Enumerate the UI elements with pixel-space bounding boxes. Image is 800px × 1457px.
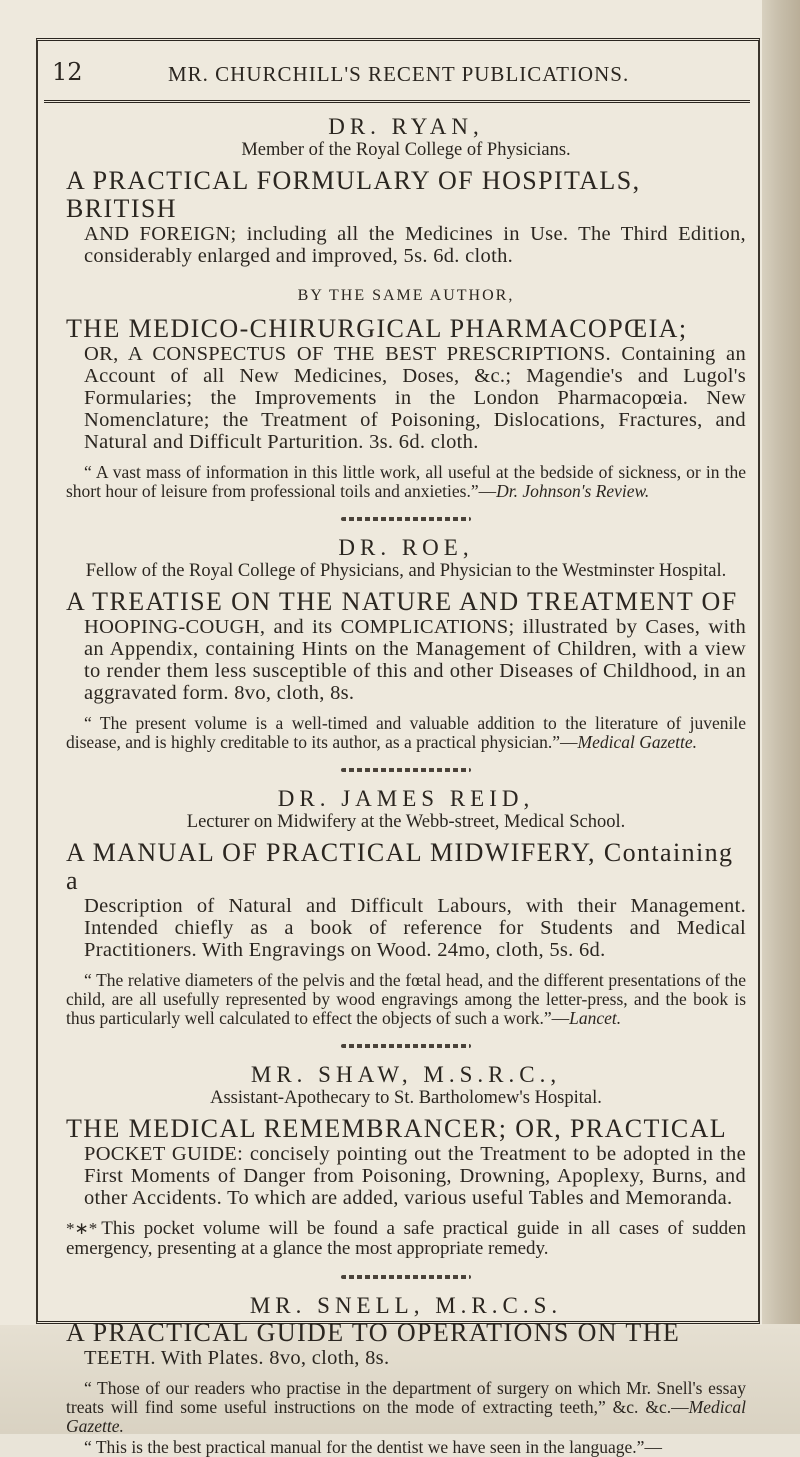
editorial-note: *∗* This pocket volume will be found a safe practical guide in all cases of sudden emergency, presenting at a glance the most appropriate remedy. <box>66 1218 746 1259</box>
ornamental-divider <box>341 768 471 772</box>
book-description: AND FOREIGN; including all the Medicines in Use. The Third Edition, considerably enlarged and improved, 5s. 6d. cloth. <box>84 223 746 267</box>
book-description: Description of Natural and Difficult Labours, with their Management. Intended chiefly as a book of reference for Students and Medical Practitioners. With Engravings on Wood. 24mo, cloth, 5s. 6d. <box>84 895 746 961</box>
book-title: A TREATISE ON THE NATURE AND TREATMENT OF <box>66 587 738 616</box>
author-name: MR. SNELL, M.R.C.S. <box>249 1293 563 1318</box>
author-name: DR. RYAN, <box>328 114 484 139</box>
asterism-icon: *∗* <box>66 1219 98 1238</box>
same-author-byline: BY THE SAME AUTHOR, <box>297 287 515 304</box>
book-title: A PRACTICAL FORMULARY OF HOSPITALS, BRITISH <box>66 166 641 223</box>
book-title-2: THE MEDICO-CHIRURGICAL PHARMACOPŒIA; <box>66 314 688 343</box>
entry-snell <box>66 1293 746 1457</box>
author-affiliation: Fellow of the Royal College of Physicians, and Physician to the Westminster Hospital. <box>85 561 727 581</box>
author-affiliation: Lecturer on Midwifery at the Webb-street, Medical School. <box>186 812 626 832</box>
running-head <box>44 56 750 103</box>
book-description: POCKET GUIDE: concisely pointing out the Treatment to be adopted in the First Moments of Danger from Poisoning, Drowning, Apoplexy, Burns, and other Accidents. To which are added, various useful Tables and Memoranda. <box>84 1143 746 1209</box>
book-title: THE MEDICAL REMEMBRANCER; OR, PRACTICAL <box>66 1114 728 1143</box>
book-fore-edge <box>762 0 800 1434</box>
author-affiliation: Assistant-Apothecary to St. Bartholomew's Hospital. <box>210 1088 602 1108</box>
book-title: A MANUAL OF PRACTICAL MIDWIFERY, Containing a <box>66 838 734 895</box>
author-affiliation: Member of the Royal College of Physicians. <box>241 140 571 160</box>
review-quote: “ The present volume is a well-timed and valuable addition to the literature of juvenile disease, and is highly creditable to its author, as a practical physician.”—Medical Gazette. <box>66 713 746 752</box>
author-name: DR. ROE, <box>338 535 474 560</box>
ornamental-divider <box>341 517 471 521</box>
entry-roe <box>66 535 746 752</box>
catalogue-entries <box>66 110 746 1457</box>
ornamental-divider <box>341 1275 471 1279</box>
ornamental-divider <box>341 1044 471 1048</box>
book-description: HOOPING-COUGH, and its COMPLICATIONS; illustrated by Cases, with an Appendix, containing Hints on the Management of Children, with a view to render them less susceptible of this and other Diseases of Childhood, in an aggravated form. 8vo, cloth, 8s. <box>84 616 746 704</box>
review-quote: “ Those of our readers who practise in the department of surgery on which Mr. Snell's essay treats will find some useful instructions on the mode of extracting teeth,” &c. &c.—Medical Gazette. <box>66 1378 746 1436</box>
review-quote: “ A vast mass of information in this little work, all useful at the bedside of sickness, or in the short hour of leisure from professional toils and anxieties.”—Dr. Johnson's Review. <box>66 462 746 501</box>
review-quote: “ The relative diameters of the pelvis and the fœtal head, and the different presentations of the child, are all usefully represented by wood engravings among the letter-press, and the book is thus particularly well calculated to effect the objects of such a work.”—Lancet. <box>66 970 746 1028</box>
entry-ryan <box>66 114 746 501</box>
author-name: MR. SHAW, M.S.R.C., <box>250 1062 562 1087</box>
review-quote-2: “ This is the best practical manual for the dentist we have seen in the language.”— <box>84 1437 662 1457</box>
author-name: DR. JAMES REID, <box>277 786 535 811</box>
entry-reid <box>66 786 746 1028</box>
book-description-2: OR, A CONSPECTUS OF THE BEST PRESCRIPTIONS. Containing an Account of all New Medicines, Doses, &c.; Magendie's and Lugol's Formularies; the Improvements in the London Pharmacopœia. New Nomenclature; the Treatment of Poisoning, Dislocations, Fractures, and Natural and Difficult Parturition. 3s. 6d. cloth. <box>84 343 746 453</box>
running-head-title: MR. CHURCHILL'S RECENT PUBLICATIONS. <box>168 62 630 86</box>
page-number: 12 <box>52 58 83 86</box>
book-title: A PRACTICAL GUIDE TO OPERATIONS ON THE <box>66 1318 681 1347</box>
book-description: TEETH. With Plates. 8vo, cloth, 8s. <box>84 1347 390 1369</box>
entry-shaw <box>66 1062 746 1259</box>
